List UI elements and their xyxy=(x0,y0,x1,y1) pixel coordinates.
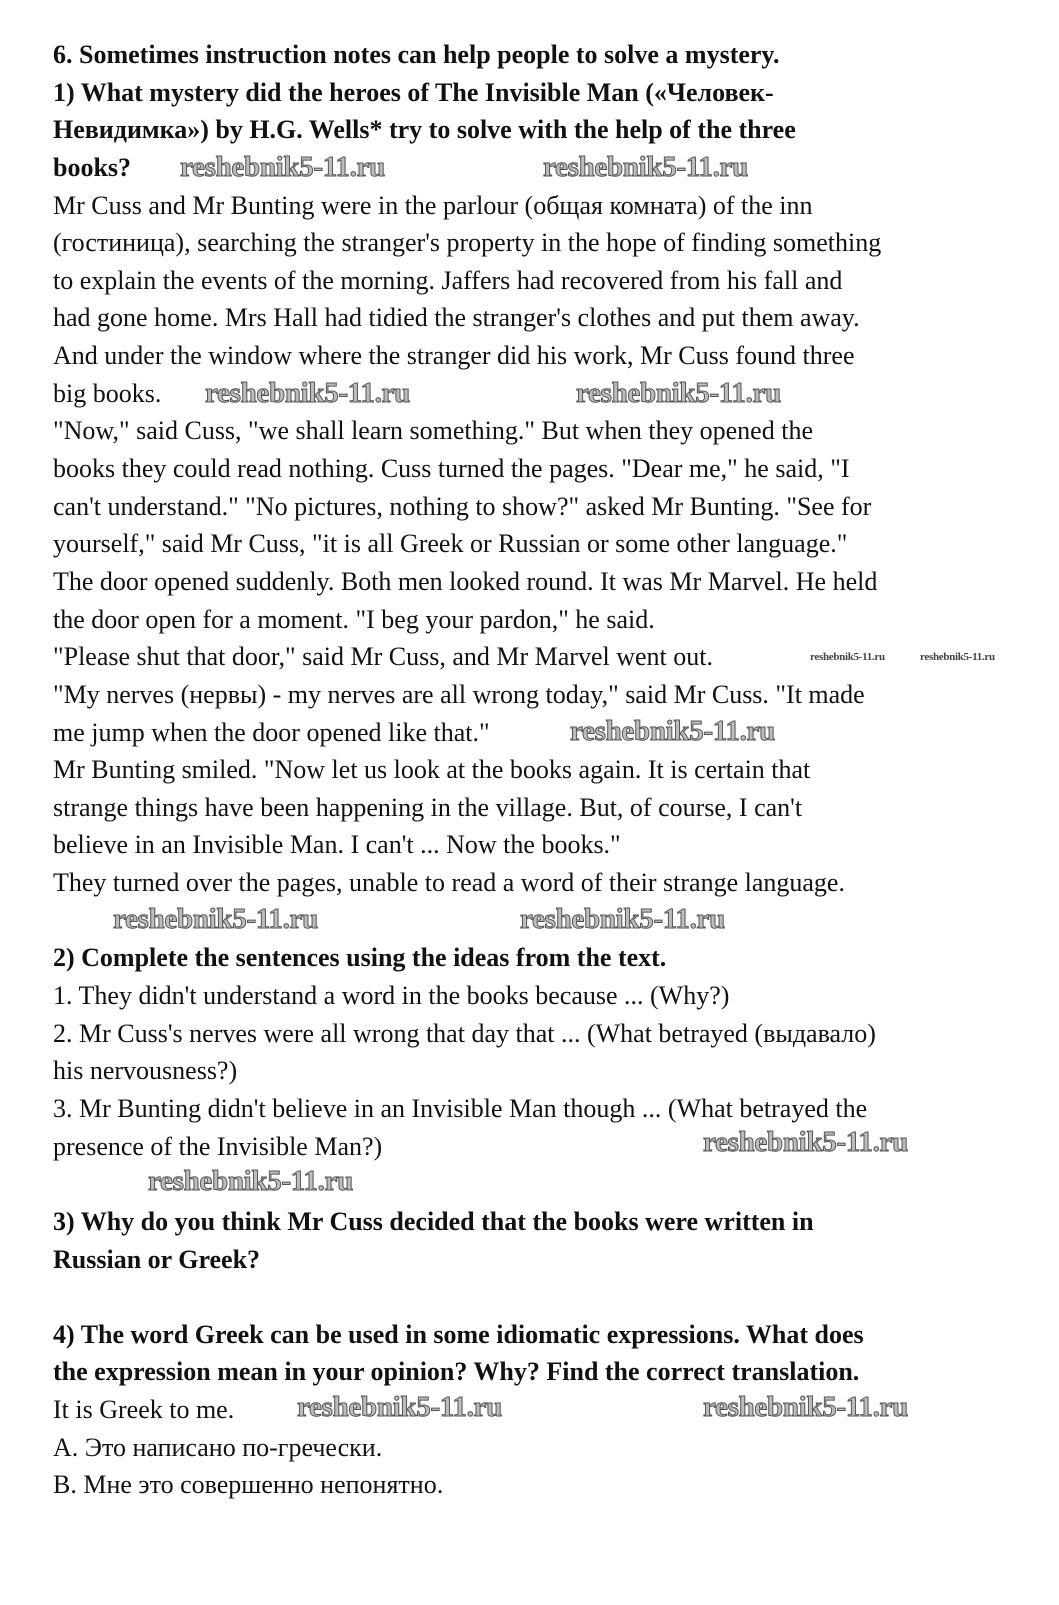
heading-line: 2) Complete the sentences using the ideas from the text. xyxy=(53,943,667,973)
text-line: his nervousness?) xyxy=(53,1056,238,1086)
text-line: "Please shut that door," said Mr Cuss, and Mr Marvel went out. xyxy=(53,642,713,672)
text-line: me jump when the door opened like that." xyxy=(53,717,490,747)
text-line: yourself," said Mr Cuss, "it is all Greek or Russian or some other language." xyxy=(53,529,848,559)
text-line: Mr Cuss and Mr Bunting were in the parlour (общая комната) of the inn xyxy=(53,190,813,220)
text-line: presence of the Invisible Man?) xyxy=(53,1131,383,1161)
watermark: reshebnik5-11.ru xyxy=(570,715,775,747)
heading-line: 4) The word Greek can be used in some idiomatic expressions. What does xyxy=(53,1319,864,1349)
text-line: strange things have been happening in the village. But, of course, I can't xyxy=(53,792,803,822)
text-line: "Now," said Cuss, "we shall learn something." But when they opened the xyxy=(53,416,813,446)
text-line: Mr Bunting smiled. "Now let us look at the books again. It is certain that xyxy=(53,755,811,785)
watermark: reshebnik5-11.ru xyxy=(576,377,781,409)
watermark: reshebnik5-11.ru xyxy=(113,903,318,935)
document-body xyxy=(53,36,1043,1504)
text-line: can't understand." "No pictures, nothing to show?" asked Mr Bunting. "See for xyxy=(53,491,872,521)
text-line: "My nerves (нервы) - my nerves are all wrong today," said Mr Cuss. "It made xyxy=(53,679,865,709)
watermark: reshebnik5-11.ru xyxy=(205,377,410,409)
heading-line: Невидимка») by H.G. Wells* try to solve with the help of the three xyxy=(53,115,796,145)
watermark: reshebnik5-11.ru xyxy=(297,1391,502,1423)
heading-line: 1) What mystery did the heroes of The Invisible Man («Человек- xyxy=(53,77,774,107)
text-line: 2. Mr Cuss's nerves were all wrong that day that ... (What betrayed (выдавало) xyxy=(53,1018,876,1048)
text-line: They turned over the pages, unable to read a word of their strange language. xyxy=(53,868,845,898)
watermark: reshebnik5-11.ru xyxy=(180,151,385,183)
text-line: 3. Mr Bunting didn't believe in an Invisible Man though ... (What betrayed the xyxy=(53,1093,868,1123)
watermark: reshebnik5-11.ru xyxy=(703,1126,908,1158)
watermark: reshebnik5-11.ru xyxy=(148,1165,353,1197)
text-line: books they could read nothing. Cuss turned the pages. "Dear me," he said, "I xyxy=(53,454,850,484)
heading-line: Russian or Greek? xyxy=(53,1244,261,1274)
text-line: And under the window where the stranger did his work, Mr Cuss found three xyxy=(53,341,855,371)
heading-line: 6. Sometimes instruction notes can help people to solve a mystery. xyxy=(53,40,780,69)
watermark: reshebnik5-11.ru xyxy=(703,1391,908,1423)
heading-line: the expression mean in your opinion? Why? Find the correct translation. xyxy=(53,1357,860,1387)
heading-line: books? xyxy=(53,152,132,182)
text-line: big books. xyxy=(53,378,162,408)
text-line: The door opened suddenly. Both men looked round. It was Mr Marvel. He held xyxy=(53,566,878,596)
text-line: to explain the events of the morning. Jaffers had recovered from his fall and xyxy=(53,265,843,295)
text-line: A. Это написано по-гречески. xyxy=(53,1432,383,1462)
heading-line: 3) Why do you think Mr Cuss decided that the books were written in xyxy=(53,1206,814,1236)
text-line: (гостиница), searching the stranger's property in the hope of finding something xyxy=(53,228,882,258)
text-line: believe in an Invisible Man. I can't ... Now the books." xyxy=(53,830,621,860)
text-line: B. Мне это совершенно непонятно. xyxy=(53,1470,444,1500)
text-line: 1. They didn't understand a word in the books because ... (Why?) xyxy=(53,981,730,1011)
text-line: the door open for a moment. "I beg your pardon," he said. xyxy=(53,604,655,634)
watermark: reshebnik5-11.ru xyxy=(543,151,748,183)
text-line: had gone home. Mrs Hall had tidied the stranger's clothes and put them away. xyxy=(53,303,860,333)
watermark: reshebnik5-11.ru xyxy=(810,651,885,663)
watermark: reshebnik5-11.ru xyxy=(920,651,995,663)
text-line: It is Greek to me. xyxy=(53,1395,235,1425)
watermark: reshebnik5-11.ru xyxy=(520,903,725,935)
